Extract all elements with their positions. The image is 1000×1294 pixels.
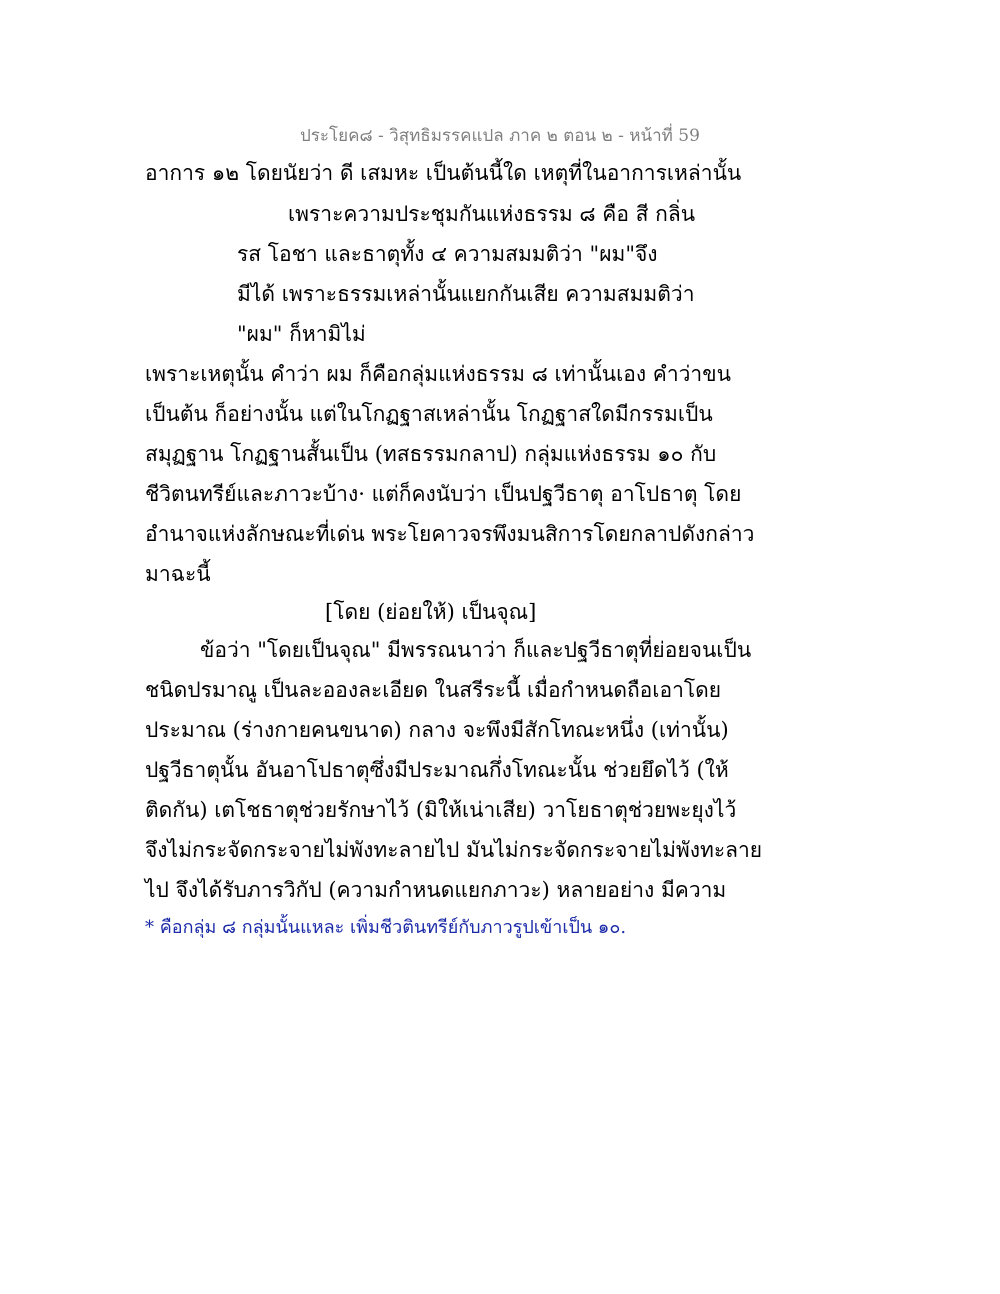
text-line: มีได้ เพราะธรรมเหล่านั้นแยกกันเสีย ความสมมติว่า xyxy=(237,282,695,306)
text-line: ข้อว่า "โดยเป็นจุณ" มีพรรณนาว่า ก็และปฐวีธาตุที่ย่อยจนเป็น xyxy=(200,638,752,662)
text-line: เพราะเหตุนั้น คำว่า ผม ก็คือกลุ่มแห่งธรรม ๘ เท่านั้นเอง คำว่าขน xyxy=(145,362,731,386)
text-line: จึงไม่กระจัดกระจายไม่พังทะลายไป มันไม่กระจัดกระจายไม่พังทะลาย xyxy=(145,838,763,862)
text-line: เป็นต้น ก็อย่างนั้น แต่ในโกฏฐาสเหล่านั้น โกฏฐาสใดมีกรรมเป็น xyxy=(145,402,713,426)
text-line: "ผม" ก็หามิไม่ xyxy=(237,322,366,346)
text-line: รส โอชา และธาตุทั้ง ๔ ความสมมติว่า "ผม"จึง xyxy=(237,242,658,266)
text-line: ประมาณ (ร่างกายคนขนาด) กลาง จะพึงมีสักโทณะหนึ่ง (เท่านั้น) xyxy=(145,718,729,742)
text-line: เพราะความประชุมกันแห่งธรรม ๘ คือ สี กลิ่น xyxy=(288,202,696,226)
text-line: ติดกัน) เตโชธาตุช่วยรักษาไว้ (มิให้เน่าเสีย) วาโยธาตุช่วยพะยุงไว้ xyxy=(145,798,737,822)
text-line: ชีวิตนทรีย์และภาวะบ้าง· แต่ก็คงนับว่า เป็นปฐวีธาตุ อาโปธาตุ โดย xyxy=(145,482,742,506)
text-line: อำนาจแห่งลักษณะที่เด่น พระโยคาวจรพึงมนสิการโดยกลาปดังกล่าว xyxy=(145,522,755,546)
text-line: ไป จึงได้รับภารวิกัป (ความกำหนดแยกภาวะ) หลายอย่าง มีความ xyxy=(145,878,727,902)
text-line: มาฉะนี้ xyxy=(145,562,211,586)
footnote: * คือกลุ่ม ๘ กลุ่มนั้นแหละ เพิ่มชีวตินทรีย์กับภาวรูปเข้าเป็น ๑๐. xyxy=(145,917,627,938)
section-heading: [โดย (ย่อยให้) เป็นจุณ] xyxy=(325,600,537,624)
text-line: ชนิดปรมาณู เป็นละอองละเอียด ในสรีระนี้ เมื่อกำหนดถือเอาโดย xyxy=(145,678,722,702)
text-line: อาการ ๑๒ โดยนัยว่า ดี เสมหะ เป็นต้นนี้ใด เหตุที่ในอาการเหล่านั้น xyxy=(145,161,742,185)
text-line: สมุฏฐาน โกฏฐานสั้นเป็น (ทสธรรมกลาป) กลุ่มแห่งธรรม ๑๐ กับ xyxy=(145,442,717,466)
text-line: ปฐวีธาตุนั้น อันอาโปธาตุซึ่งมีประมาณกึ่งโทณะนั้น ช่วยยึดไว้ (ให้ xyxy=(145,758,729,782)
page-header: ประโยค๘ - วิสุทธิมรรคแปล ภาค ๒ ตอน ๒ - หน้าที่ 59 xyxy=(300,126,700,146)
